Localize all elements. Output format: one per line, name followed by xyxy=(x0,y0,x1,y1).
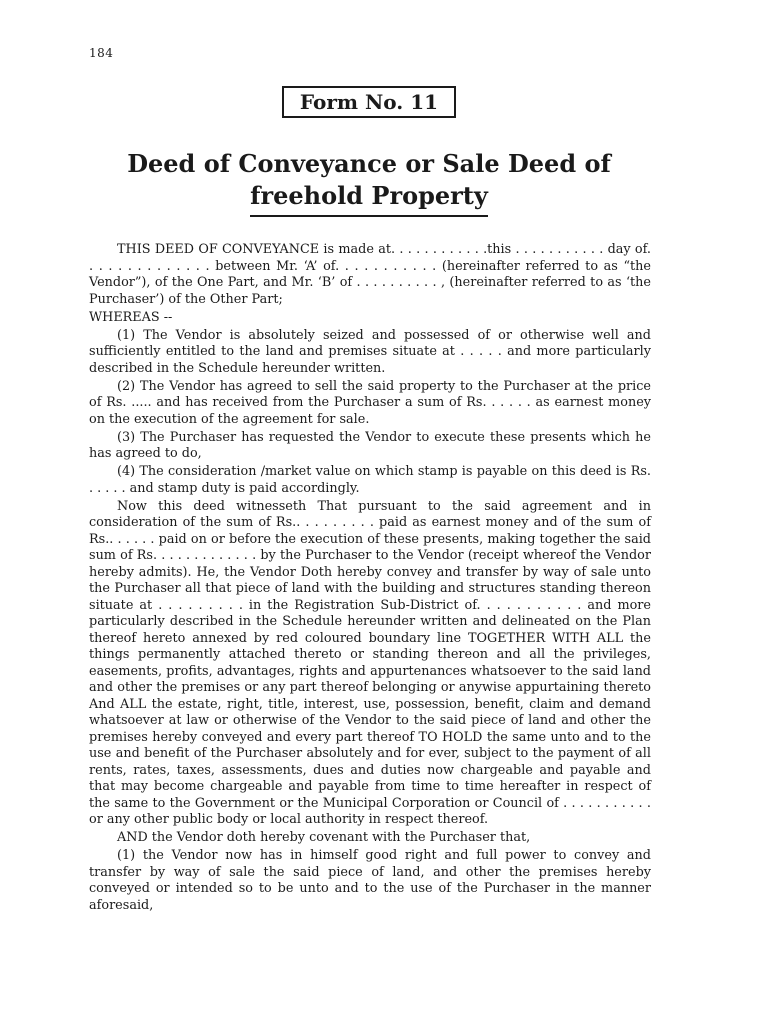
covenant-intro: AND the Vendor doth hereby covenant with the Purchaser that, xyxy=(117,830,531,845)
witnesseth-paragraph: Now this deed witnesseth That pursuant to the said agreement and in consideration of the sum of Rs.. . . . . . . . . paid as earnest money and of the sum of Rs.. . . . . . paid on or before the execution of these presents, making together the said sum of Rs. . . . . . . . . . . . . by the Purchaser to the Vendor (receipt whereof the Vendor hereby admits). He, the Vendor Doth hereby convey and transfer by way of sale unto the Purchaser all that piece of land with the building and structures standing thereon situate at . . . . . . . . . in the Registration Sub-District of. . . . . . . . . . . and more particularly described in the Schedule hereunder written and delineated on the Plan thereof hereto annexed by red coloured boundary line TOGETHER WITH ALL the things permanently attached thereto or standing thereon and all the privileges, easements, profits, advantages, rights and appurtenances whatsoever to the said land and other the premises or any part thereof belonging or anywise appurtaining thereto And ALL the estate, right, title, interest, use, possession, benefit, claim and demand whatsoever at law or otherwise of the Vendor to the said piece of land and other the premises hereby conveyed and every part thereof TO HOLD the same unto and to the use and benefit of the Purchaser absolutely and for ever, subject to the payment of all rents, rates, taxes, assessments, dues and duties now chargeable and payable and that may become chargeable and payable from time to time hereafter in respect of the same to the Government or the Municipal Corporation or Council of . . . . . . . . . . . or any other public body or local authority in respect thereof. xyxy=(89,498,651,827)
deed-body xyxy=(89,242,651,916)
page-number: 184 xyxy=(89,46,114,60)
recital-4: (4) The consideration /market value on which stamp is payable on this deed is Rs. . . . . . and stamp duty is paid accordingly. xyxy=(89,464,651,496)
covenant-1: (1) the Vendor now has in himself good right and full power to convey and transfer by way of sale the said piece of land, and other the premises hereby conveyed or intended so to be unto and to the use of the Purchaser in the manner aforesaid, xyxy=(89,848,651,913)
recital-3: (3) The Purchaser has requested the Vendor to execute these presents which he has agreed to do, xyxy=(89,429,651,461)
form-number-box xyxy=(282,86,456,118)
title-line-1: Deed of Conveyance or Sale Deed of xyxy=(127,149,611,178)
whereas-heading: WHEREAS -- xyxy=(89,309,173,325)
form-number-label: Form No. 11 xyxy=(299,90,439,114)
document-title xyxy=(60,148,678,217)
title-line-2: freehold Property xyxy=(250,180,488,217)
recital-1: (1) The Vendor is absolutely seized and possessed of or otherwise well and sufficiently entitled to the land and premises situate at . . . . . and more particularly described in the Schedule hereunder written. xyxy=(89,327,651,376)
recital-2: (2) The Vendor has agreed to sell the said property to the Purchaser at the price of Rs. ..... and has received from the Purchaser a sum of Rs. . . . . . as earnest money on the execution of the agreement for sale. xyxy=(89,378,651,427)
deed-opening-paragraph: THIS DEED OF CONVEYANCE is made at. . . . . . . . . . . .this . . . . . . . . . . . day of. . . . . . . . . . . . . . between Mr. ‘A’ of. . . . . . . . . . . (hereinafter referred to as “the Vendor”), of the One Part, and Mr. ‘B’ of . . . . . . . . . . , (hereinafter referred to as ‘the Purchaser’) of the Other Part; xyxy=(89,242,651,307)
